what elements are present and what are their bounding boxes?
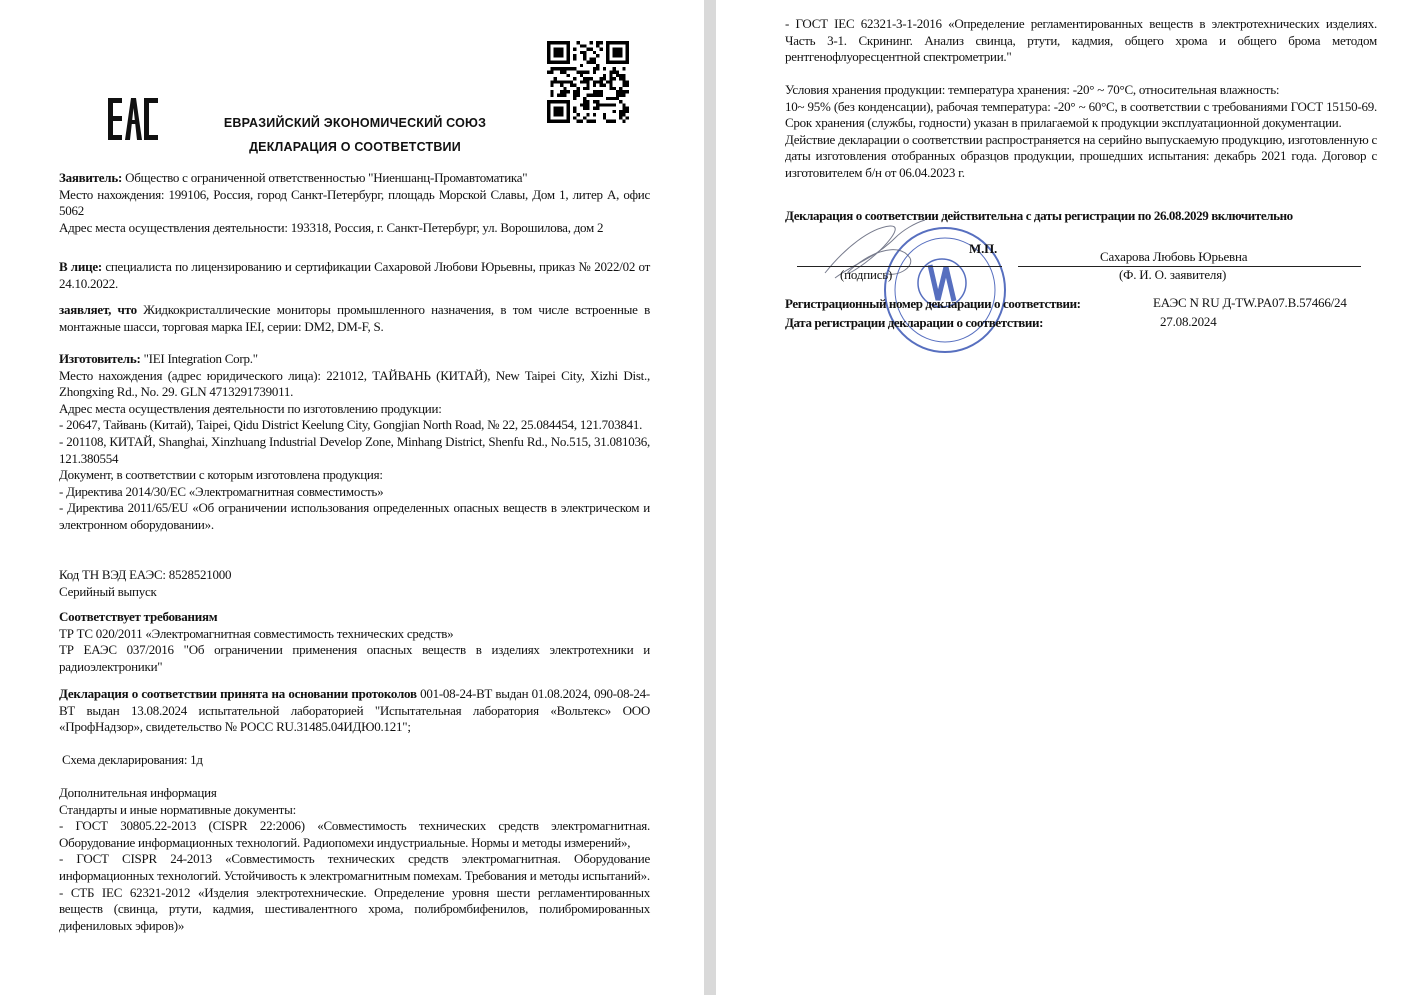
standard-line: - ГОСТ 30805.22-2013 (CISPR 22:2006) «Совместимость технических средств электромагнитная. Оборудование информационных технологий. Радиопомехи индустриальные. Нормы и методы измерений», bbox=[59, 818, 650, 850]
requirements-label: Соответствует требованиям bbox=[59, 609, 218, 624]
applicant-label: Заявитель: bbox=[59, 170, 123, 185]
additional-subtitle: Стандарты и иные нормативные документы: bbox=[59, 801, 296, 817]
additional-title: Дополнительная информация bbox=[59, 785, 217, 800]
storage-line: 10~ 95% (без конденсации), рабочая температура: -20° ~ 60°С, в соответствии с требованиями ГОСТ 15150-69. Срок хранения (службы, годности) указан в прилагаемой к продукции эксплуатационной документации. bbox=[785, 98, 1377, 131]
manufacturer-section bbox=[59, 351, 650, 534]
manufacturer-label: Изготовитель: bbox=[59, 351, 141, 366]
storage-line: Действие декларации о соответствии распространяется на серийно выпускаемую продукцию, изготовленную с даты изготовления отобранных образцов продукции, прошедших испытания: декабрь 2021 года. Договор с изготовителем б/н от 06.04.2023 г. bbox=[785, 131, 1377, 180]
manufacturer-line: - 20647, Тайвань (Китай), Taipei, Qidu District Keelung City, Gongjian North Road, № 22, 25.084454, 121.703841. bbox=[59, 417, 643, 433]
signature-line bbox=[797, 266, 1002, 267]
declares-label: заявляет, что bbox=[59, 302, 137, 317]
validity-statement: Декларация о соответствии действительна с даты регистрации по 26.08.2029 включительно bbox=[785, 208, 1293, 223]
requirement-line: ТР ТС 020/2011 «Электромагнитная совместимость технических средств» bbox=[59, 625, 454, 641]
basis-section bbox=[59, 686, 650, 736]
reg-date: 27.08.2024 bbox=[1160, 314, 1217, 329]
requirements-section bbox=[59, 609, 650, 675]
signature-caption: (подпись) bbox=[840, 267, 893, 282]
declares-section bbox=[59, 302, 650, 335]
applicant-name: Общество с ограниченной ответственностью "Ниеншанц-Промавтоматика" bbox=[122, 170, 528, 185]
release-type: Серийный выпуск bbox=[59, 583, 157, 599]
gost-line: - ГОСТ IEC 62321-3-1-2016 «Определение регламентированных веществ в электротехнических изделиях. Часть 3-1. Скрининг. Анализ свинца, ртути, кадмия, общего хрома и общего брома методом рентгенофлуоресцентной спектрометрии." bbox=[785, 16, 1377, 65]
basis-label: Декларация о соответствии принята на основании протоколов bbox=[59, 686, 417, 701]
eac-logo bbox=[106, 96, 160, 142]
reg-number: ЕАЭС N RU Д-TW.PA07.B.57466/24 bbox=[1153, 295, 1347, 310]
applicant-activity-address: Адрес места осуществления деятельности: 193318, Россия, г. Санкт-Петербург, ул. Ворошилова, дом 2 bbox=[59, 219, 604, 235]
representative-label: В лице: bbox=[59, 259, 102, 274]
union-title: ЕВРАЗИЙСКИЙ ЭКОНОМИЧЕСКИЙ СОЮЗ bbox=[223, 116, 487, 130]
manufacturer-line: Документ, в соответствии с которым изготовлена продукция: bbox=[59, 467, 383, 483]
manufacturer-line: - Директива 2011/65/EU «Об ограничении использования определенных опасных веществ в электрическом и электронном оборудовании». bbox=[59, 500, 650, 532]
additional-section bbox=[59, 785, 650, 934]
scheme: Схема декларирования: 1д bbox=[59, 752, 203, 767]
representative-text: специалиста по лицензированию и сертификации Сахаровой Любови Юрьевны, приказ № 2022/02 от 24.10.2022. bbox=[59, 259, 651, 291]
storage-line: Условия хранения продукции: температура хранения: -20° ~ 70°С, относительная влажность: bbox=[785, 82, 1280, 97]
applicant-signatory-name: Сахарова Любовь Юрьевна bbox=[1100, 249, 1248, 264]
representative-section bbox=[59, 259, 650, 292]
applicant-section bbox=[59, 170, 650, 236]
qr-code bbox=[547, 41, 629, 123]
page-separator bbox=[704, 0, 716, 995]
applicant-location: Место нахождения: 199106, Россия, город Санкт-Петербург, площадь Морской Славы, Дом 1, литер А, офис 5062 bbox=[59, 186, 650, 219]
seal-place: М.П. bbox=[969, 241, 998, 256]
reg-number-label: Регистрационный номер декларации о соответствии: bbox=[785, 296, 1081, 311]
standard-line: - ГОСТ CISPR 24-2013 «Совместимость технических средств электромагнитная. Оборудование информационных технологий. Устойчивость к электромагнитным помехам. Требования и методы испытаний». bbox=[59, 851, 650, 883]
reg-date-label: Дата регистрации декларации о соответствии: bbox=[785, 315, 1043, 330]
manufacturer-line: Место нахождения (адрес юридического лица): 221012, ТАЙВАНЬ (КИТАЙ), New Taipei City, Xizhi Dist., Zhongxing Rd., No. 29. GLN 4713291739011. bbox=[59, 367, 650, 400]
product-description: Жидкокристаллические мониторы промышленного назначения, в том числе встроенные в монтажные шасси, торговая марка IEI, серии: DM2, DM-F, S. bbox=[59, 302, 650, 334]
code-section bbox=[59, 567, 650, 600]
document-title: ДЕКЛАРАЦИЯ О СООТВЕТСТВИИ bbox=[249, 140, 461, 154]
manufacturer-name: "IEI Integration Corp." bbox=[140, 351, 258, 366]
requirement-line: ТР ЕАЭС 037/2016 "Об ограничении применения опасных веществ в изделиях электротехники и радиоэлектроники" bbox=[59, 642, 650, 674]
storage-section bbox=[785, 82, 1377, 182]
manufacturer-line: - 201108, КИТАЙ, Shanghai, Xinzhuang Industrial Develop Zone, Minhang District, Shenfu Rd., No.515, 31.081036, 121.380554 bbox=[59, 433, 650, 466]
standard-line: - СТБ IEC 62321-2012 «Изделия электротехнические. Определение уровня шести регламентированных веществ (свинца, ртути, кадмия, шестивалентного хрома, полибромбифенилов, полибромированных дифениловых эфиров)» bbox=[59, 884, 650, 933]
manufacturer-line: - Директива 2014/30/EC «Электромагнитная совместимость» bbox=[59, 483, 384, 499]
name-caption: (Ф. И. О. заявителя) bbox=[1119, 267, 1227, 282]
manufacturer-line: Адрес места осуществления деятельности по изготовлению продукции: bbox=[59, 400, 442, 416]
basis-text: 001-08-24-ВТ выдан 01.08.2024, 090-08-24-ВТ выдан 13.08.2024 испытательной лабораторией "Испытательная лаборатория «Вольтекс» ООО «ПрофНадзор», свидетельство № РОСС RU.31485.04ИДЮ0.121"; bbox=[59, 686, 650, 735]
tnved-code: Код ТН ВЭД ЕАЭС: 8528521000 bbox=[59, 567, 232, 582]
